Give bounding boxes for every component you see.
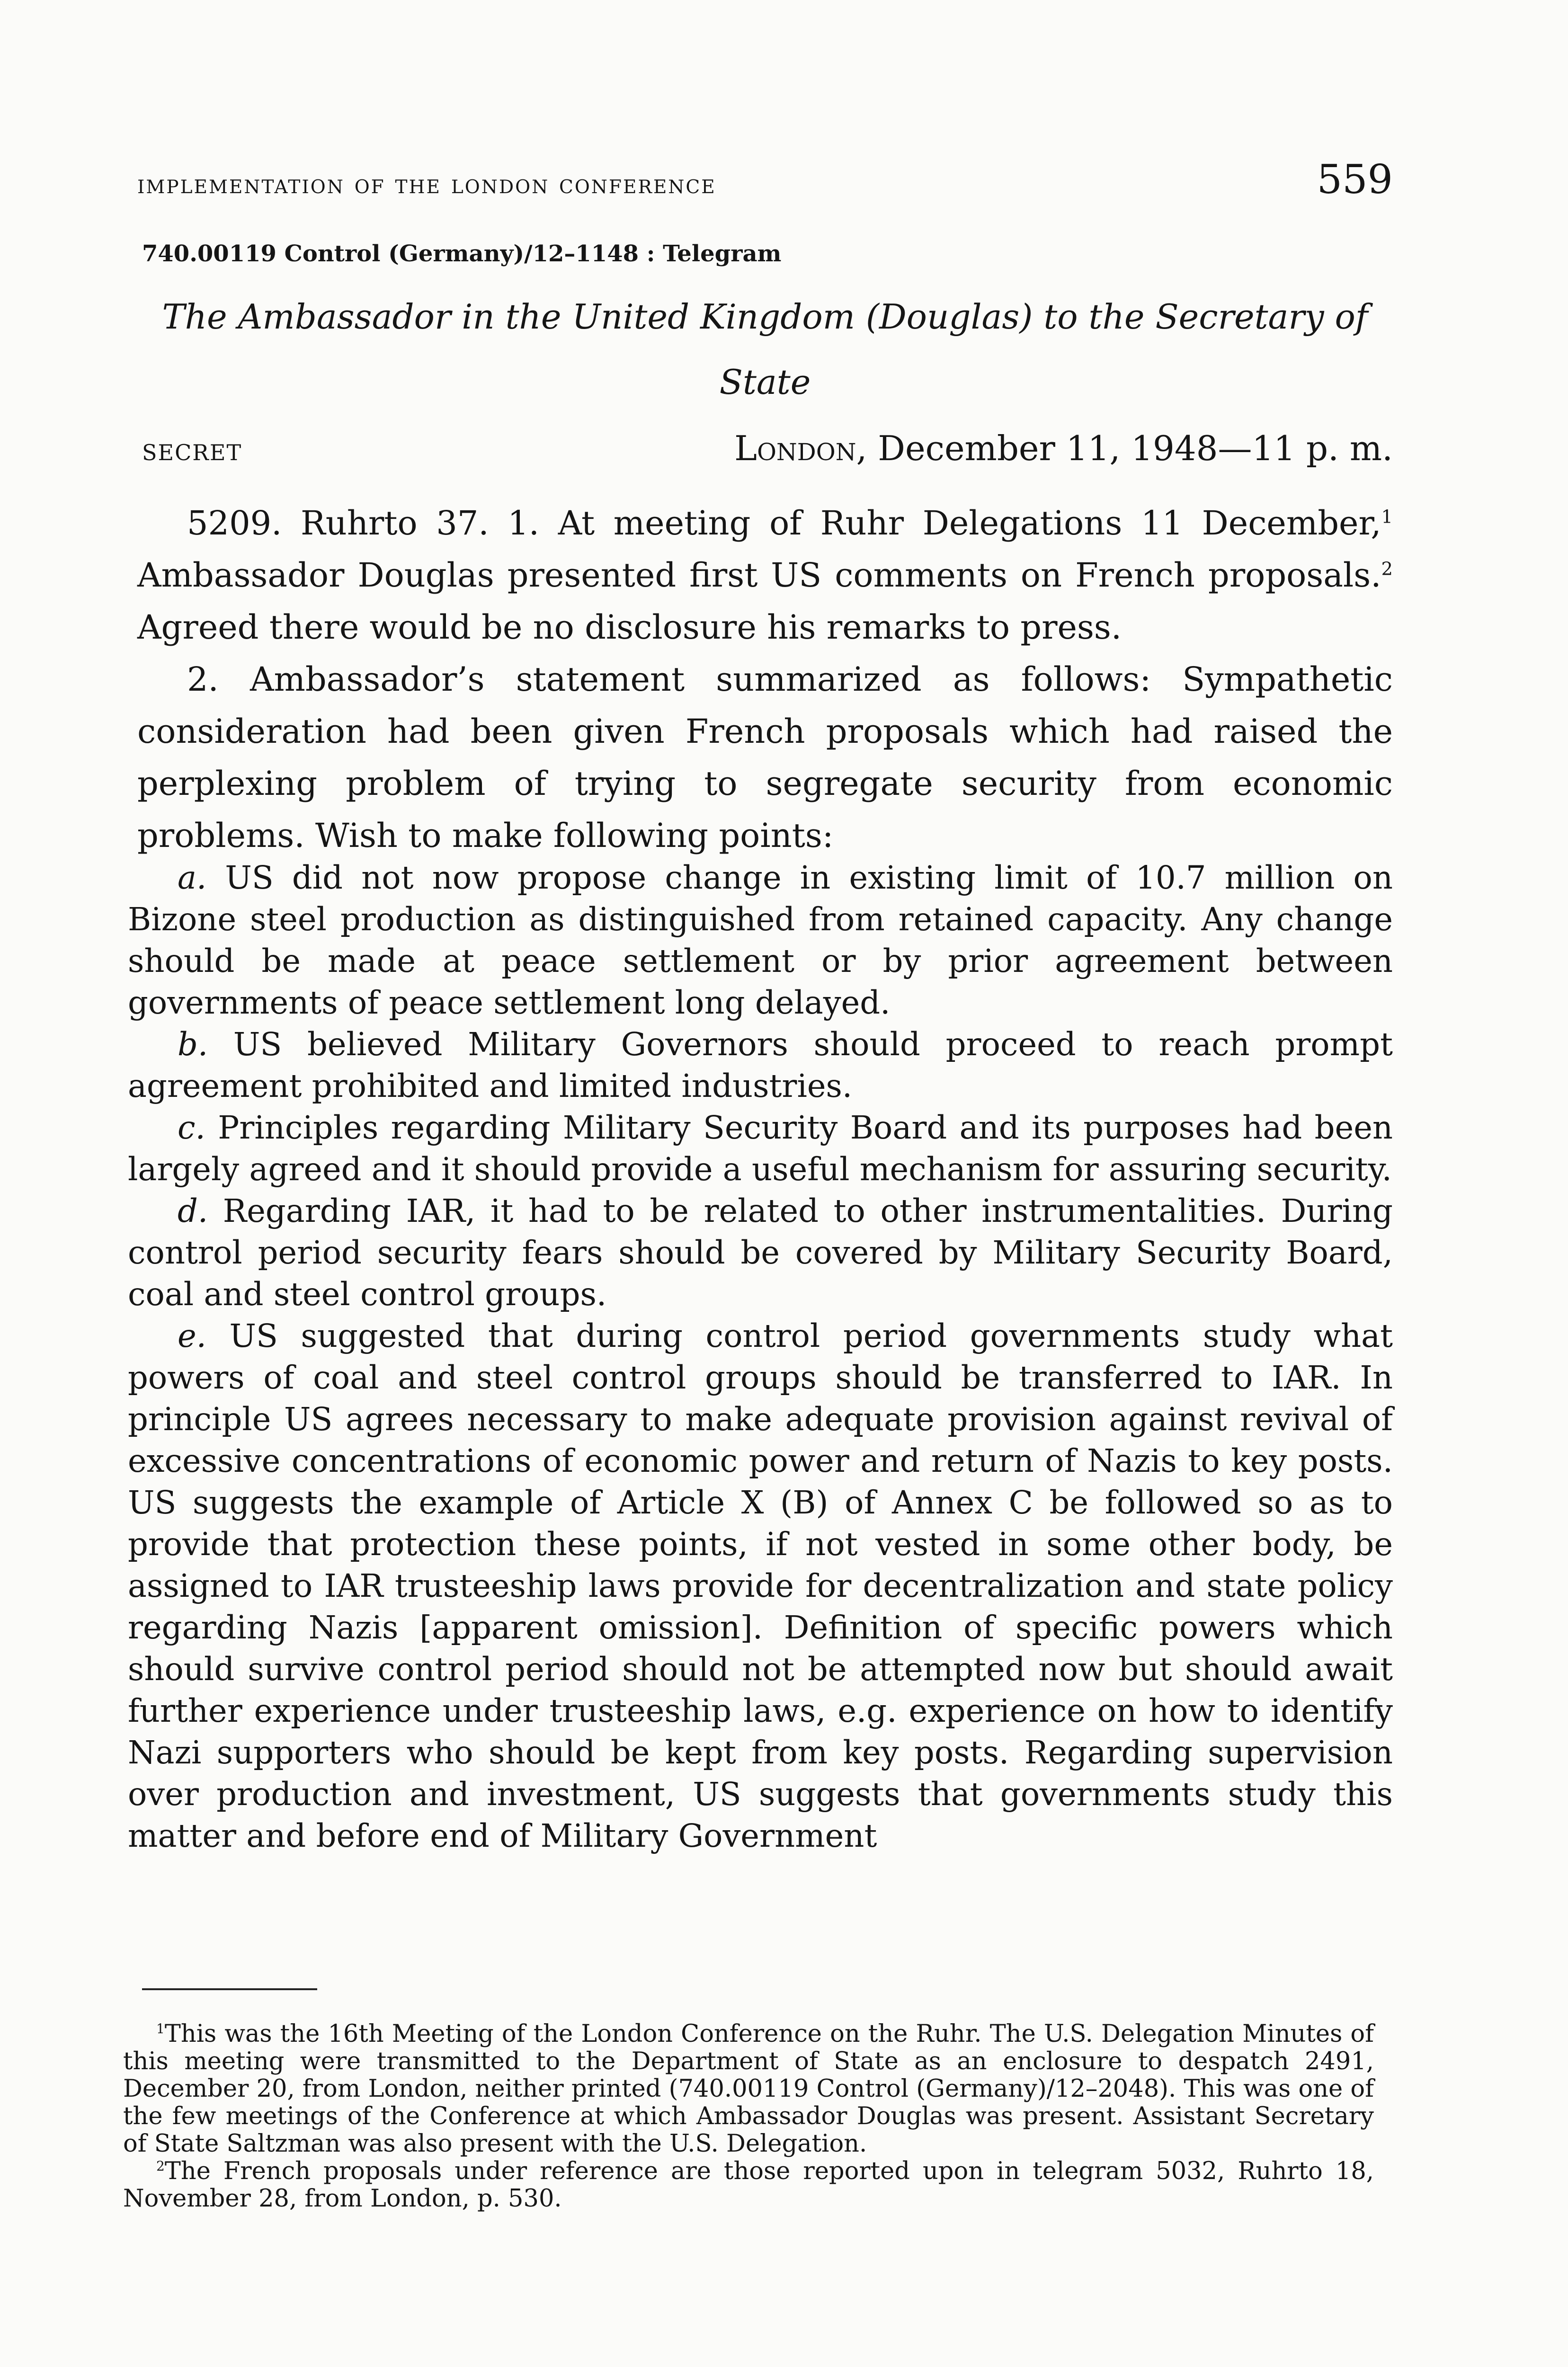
footnote-text: The French proposals under reference are those reported upon in telegram 5032, Ruhrto 18, November 28, from London, p. 530. [123,2157,1374,2213]
footnote-1 [123,2020,1374,2158]
point-a [128,857,1393,1023]
point-text: US suggested that during control period governments study what powers of coal and steel control groups should be transferred to IAR. In principle US agrees necessary to make adequate provision against revival of excessive concentrations of economic power and return of Nazis to key posts. US suggests the example of Article X (B) of Annex C be followed so as to provide that protection these points, if not vested in some other body, be assigned to IAR trusteeship laws provide for decentralization and state policy regarding Nazis [apparent omission]. Definition of specific powers which should survive control period should not be attempted now but should await further experience under trusteeship laws, e.g. experience on how to identify Nazi supporters who should be kept from key posts. Regarding supervision over production and investment, US suggests that governments study this matter and before end of Military Government [128,1317,1393,1854]
point-b [128,1023,1393,1107]
footnote-marker: 2 [156,2158,165,2174]
point-e [128,1315,1393,1857]
point-d [128,1190,1393,1315]
points-list [128,857,1393,1857]
footnotes [123,2020,1374,2213]
paragraph-1-text-c: Agreed there would be no disclosure his remarks to press. [137,608,1122,647]
paragraph-1-text-b: Ambassador Douglas presented first US comments on French proposals. [137,556,1381,595]
footnote-ref-1: 1 [1381,506,1393,528]
point-letter: c. [178,1109,205,1146]
footnote-marker: 1 [156,2021,165,2037]
point-text: Principles regarding Military Security Board and its purposes had been largely agreed and it should provide a useful mechanism for assuring security. [128,1109,1393,1188]
point-letter: d. [178,1192,208,1229]
dateline-place: London [734,428,856,468]
point-letter: a. [178,859,207,896]
point-text: US believed Military Governors should proceed to reach prompt agreement prohibited and limited industries. [128,1026,1393,1104]
running-head [137,156,1393,203]
file-reference: 740.00119 Control (Germany)/12–1148 : Telegram [142,240,782,267]
point-text: Regarding IAR, it had to be related to other instrumentalities. During control period security fears should be covered by Military Security Board, coal and steel control groups. [128,1192,1393,1313]
paragraph-1 [137,497,1393,653]
point-letter: b. [178,1026,208,1063]
point-letter: e. [178,1317,206,1354]
document-heading: The Ambassador in the United Kingdom (Douglas) to the Secretary of State [162,297,1368,402]
point-text: US did not now propose change in existing limit of 10.7 million on Bizone steel production as distinguished from retained capacity. Any change should be made at peace settlement or by prior agreement between governments of peace settlement long delayed. [128,859,1393,1021]
classification-dateline [142,428,1393,468]
paragraph-2: 2. Ambassador’s statement summarized as follows: Sympathetic consideration had been given French proposals which had raised the perplexing problem of trying to segregate security from economic problems. Wish to make following points: [137,660,1393,855]
classification-label: SECRET [142,440,242,465]
footnote-text: This was the 16th Meeting of the London Conference on the Ruhr. The U.S. Delegation Minutes of this meeting were transmitted to the Department of State as an enclosure to despatch 2491, December 20, from London, neither printed (740.00119 Control (Germany)/12–2048). This was one of the few meetings of the Conference at which Ambassador Douglas was present. Assistant Secretary of State Saltzman was also present with the U.S. Delegation. [123,2020,1374,2158]
dateline [734,428,1393,468]
footnote-divider [142,1988,317,1990]
footnote-2 [123,2158,1374,2213]
page-number: 559 [1317,156,1393,203]
point-c [128,1107,1393,1190]
running-head-title: implementation of the london conference [137,169,716,200]
telegram-body [137,497,1393,862]
footnote-ref-2: 2 [1381,558,1393,580]
paragraph-1-text: 5209. Ruhrto 37. 1. At meeting of Ruhr Delegations 11 December, [187,504,1381,543]
dateline-date: , December 11, 1948—11 p. m. [856,428,1393,468]
